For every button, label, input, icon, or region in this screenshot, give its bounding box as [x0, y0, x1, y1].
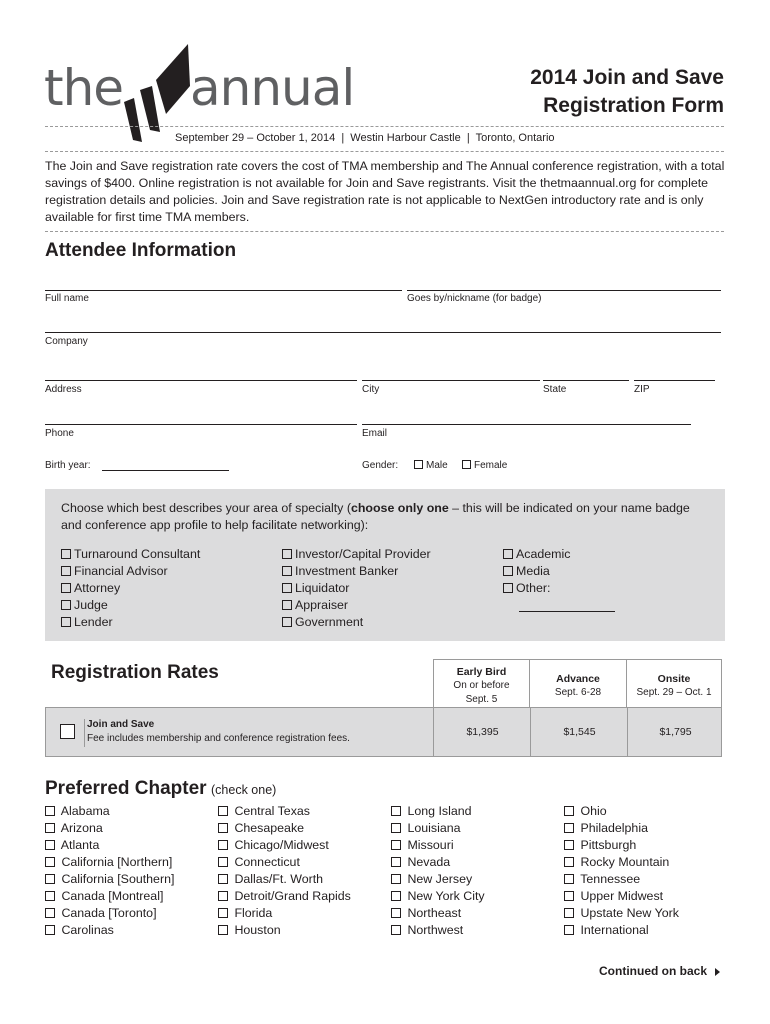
chapter-option[interactable] [218, 854, 351, 871]
divider [45, 151, 724, 152]
address-field[interactable] [45, 380, 357, 381]
chapter-option[interactable] [564, 871, 679, 888]
chapter-option[interactable] [45, 871, 174, 888]
attendee-heading: Attendee Information [45, 240, 237, 261]
join-and-save-row [45, 707, 722, 757]
checkbox-icon[interactable] [391, 857, 401, 867]
gender-female-option[interactable] [462, 460, 507, 471]
option-label: Academic [516, 547, 571, 561]
option-label: Upstate New York [580, 906, 679, 920]
checkbox-icon[interactable] [282, 549, 292, 559]
checkbox-icon[interactable] [218, 925, 228, 935]
intro-paragraph: The Join and Save registration rate covers the cost of TMA membership and The Annual conference registration, with a total savings of $400. Online registration is not available for Join and Save registrants. Visit the thetmaannual.org for complete registration details and policies. Join and Save registration rate is not applicable to NextGen introductory rate and is only available for first time TMA members. [45, 159, 725, 224]
specialty-option[interactable] [282, 597, 431, 614]
chapter-option[interactable] [45, 820, 174, 837]
checkbox-icon[interactable] [282, 617, 292, 627]
divider [45, 126, 724, 127]
chapter-option[interactable] [45, 922, 174, 939]
checkbox-icon[interactable] [564, 891, 574, 901]
checkbox-icon[interactable] [61, 617, 71, 627]
logo-text-the: the [44, 59, 124, 117]
specialty-option[interactable] [503, 563, 570, 580]
join-and-save-desc: Fee includes membership and conference registration fees. [87, 733, 350, 744]
option-label: Connecticut [234, 855, 300, 869]
chapter-subtitle: (check one) [211, 783, 277, 797]
chapter-option[interactable] [218, 905, 351, 922]
chapter-option[interactable] [564, 803, 679, 820]
specialty-option[interactable] [61, 580, 200, 597]
checkbox-icon[interactable] [503, 566, 513, 576]
checkbox-icon[interactable] [61, 549, 71, 559]
specialty-column-2 [282, 546, 431, 631]
early-bird-sub1: On or before [453, 680, 510, 691]
option-label: Philadelphia [580, 821, 648, 835]
option-label: Arizona [60, 821, 103, 835]
option-label: Financial Advisor [74, 564, 168, 578]
option-label: Pittsburgh [580, 838, 637, 852]
rates-heading: Registration Rates [51, 662, 219, 683]
logo-mark-icon [120, 42, 192, 142]
specialty-intro-bold: choose only one [350, 501, 449, 515]
onsite-price: $1,795 [627, 708, 723, 756]
chapter-option[interactable] [564, 854, 679, 871]
company-label: Company [45, 336, 88, 347]
checkbox-icon[interactable] [282, 583, 292, 593]
early-bird-price: $1,395 [433, 708, 531, 756]
specialty-panel [45, 489, 725, 641]
chapter-column-2 [218, 803, 351, 939]
checkbox-icon[interactable] [282, 566, 292, 576]
checkbox-icon[interactable] [391, 891, 401, 901]
zip-field[interactable] [634, 380, 715, 381]
checkbox-icon[interactable] [45, 840, 55, 850]
option-label: Central Texas [234, 804, 310, 818]
form-title-line2: Registration Form [543, 94, 724, 117]
specialty-column-3 [503, 546, 570, 597]
checkbox-icon[interactable] [391, 840, 401, 850]
advance-price: $1,545 [530, 708, 628, 756]
checkbox-icon[interactable] [462, 460, 471, 469]
checkbox-icon[interactable] [414, 460, 423, 469]
option-label: Florida [234, 906, 273, 920]
chapter-heading [45, 778, 276, 800]
checkbox-icon[interactable] [564, 874, 574, 884]
option-label: Liquidator [295, 581, 350, 595]
checkbox-icon[interactable] [391, 874, 401, 884]
option-label: Government [295, 615, 364, 629]
checkbox-icon[interactable] [218, 874, 228, 884]
chapter-option[interactable] [391, 837, 485, 854]
checkbox-icon[interactable] [391, 806, 401, 816]
specialty-option[interactable] [61, 597, 200, 614]
birth-year-label: Birth year: [45, 460, 91, 471]
specialty-column-1 [61, 546, 200, 631]
chapter-option[interactable] [391, 888, 485, 905]
checkbox-icon[interactable] [391, 925, 401, 935]
checkbox-icon[interactable] [45, 874, 55, 884]
chapter-option[interactable] [564, 905, 679, 922]
checkbox-icon[interactable] [564, 857, 574, 867]
specialty-option[interactable] [61, 546, 200, 563]
specialty-option[interactable] [282, 580, 431, 597]
chapter-column-1 [45, 803, 174, 939]
specialty-option[interactable] [61, 614, 200, 631]
chapter-option[interactable] [45, 837, 174, 854]
checkbox-icon[interactable] [218, 823, 228, 833]
state-field[interactable] [543, 380, 629, 381]
address-label: Address [45, 384, 82, 395]
zip-label: ZIP [634, 384, 650, 395]
checkbox-icon[interactable] [564, 908, 574, 918]
option-label: Judge [74, 598, 108, 612]
checkbox-icon[interactable] [503, 549, 513, 559]
male-label: Male [426, 460, 448, 471]
option-label: Turnaround Consultant [74, 547, 201, 561]
option-label: California [Southern] [61, 872, 175, 886]
option-label: Northwest [407, 923, 464, 937]
chapter-column-3 [391, 803, 485, 939]
logo-text-annual: annual [190, 59, 355, 117]
checkbox-icon[interactable] [391, 908, 401, 918]
checkbox-icon[interactable] [45, 823, 55, 833]
option-label: Canada [Toronto] [61, 906, 157, 920]
checkbox-icon[interactable] [218, 908, 228, 918]
option-label: Other: [516, 581, 551, 595]
option-label: Investment Banker [295, 564, 399, 578]
checkbox-icon[interactable] [218, 891, 228, 901]
checkbox-icon[interactable] [564, 840, 574, 850]
chapter-option[interactable] [218, 871, 351, 888]
checkbox-icon[interactable] [61, 583, 71, 593]
chapter-option[interactable] [45, 905, 174, 922]
chapter-option[interactable] [45, 888, 174, 905]
checkbox-icon[interactable] [45, 891, 55, 901]
chapter-column-4 [564, 803, 679, 939]
advance-header [529, 659, 627, 708]
checkbox-icon[interactable] [45, 925, 55, 935]
option-label: Houston [234, 923, 281, 937]
city-label: City [362, 384, 380, 395]
option-label: Tennessee [580, 872, 641, 886]
nickname-field[interactable] [407, 290, 721, 291]
option-label: Missouri [407, 838, 454, 852]
company-field[interactable] [45, 332, 721, 333]
phone-label: Phone [45, 428, 74, 439]
event-info: September 29 – October 1, 2014 | Westin Harbour Castle | Toronto, Ontario [175, 132, 555, 144]
specialty-option[interactable] [61, 563, 200, 580]
advance-title: Advance [556, 673, 600, 685]
chapter-option[interactable] [218, 837, 351, 854]
option-label: Media [516, 564, 550, 578]
checkbox-icon[interactable] [503, 583, 513, 593]
specialty-intro-text: Choose which best describes your area of specialty ( [61, 501, 351, 515]
option-label: Appraiser [295, 598, 349, 612]
chapter-option[interactable] [564, 922, 679, 939]
nickname-label: Goes by/nickname (for badge) [407, 293, 542, 304]
chapter-option[interactable] [564, 820, 679, 837]
chapter-title: Preferred Chapter [45, 778, 207, 799]
email-label: Email [362, 428, 388, 439]
full-name-label: Full name [45, 293, 89, 304]
option-label: Louisiana [407, 821, 461, 835]
city-field[interactable] [362, 380, 540, 381]
form-title [530, 64, 724, 120]
chapter-option[interactable] [45, 854, 174, 871]
chapter-option[interactable] [391, 820, 485, 837]
checkbox-icon[interactable] [564, 823, 574, 833]
specialty-option[interactable] [282, 614, 431, 631]
full-name-field[interactable] [45, 290, 402, 291]
option-label: New York City [407, 889, 485, 903]
chapter-option[interactable] [218, 803, 351, 820]
option-label: Canada [Montreal] [61, 889, 164, 903]
birth-year-field[interactable] [102, 470, 229, 471]
option-label: Carolinas [61, 923, 114, 937]
chapter-option[interactable] [218, 820, 351, 837]
advance-sub: Sept. 6-28 [554, 687, 602, 698]
option-label: Alabama [60, 804, 110, 818]
option-label: Dallas/Ft. Worth [234, 872, 324, 886]
option-label: Northeast [407, 906, 462, 920]
option-label: Rocky Mountain [580, 855, 670, 869]
checkbox-icon[interactable] [218, 857, 228, 867]
checkbox-icon[interactable] [45, 806, 55, 816]
option-label: International [580, 923, 649, 937]
chapter-option[interactable] [391, 922, 485, 939]
chapter-option[interactable] [45, 803, 174, 820]
phone-field[interactable] [45, 424, 357, 425]
specialty-option[interactable] [503, 580, 570, 597]
gender-male-option[interactable] [414, 460, 448, 471]
other-specialty-field[interactable] [519, 611, 615, 612]
gender-label: Gender: [362, 460, 399, 471]
form-title-line1: 2014 Join and Save [530, 66, 724, 89]
specialty-intro-text-2: – this will be indicated on your name badge and conference app profile to help facilitate networking): [61, 501, 690, 532]
option-label: Chesapeake [234, 821, 305, 835]
option-label: Nevada [407, 855, 451, 869]
chapter-option[interactable] [391, 871, 485, 888]
option-label: Investor/Capital Provider [295, 547, 431, 561]
checkbox-icon[interactable] [61, 600, 71, 610]
chapter-option[interactable] [564, 888, 679, 905]
chapter-option[interactable] [391, 905, 485, 922]
checkbox-icon[interactable] [61, 566, 71, 576]
female-label: Female [474, 460, 508, 471]
onsite-sub: Sept. 29 – Oct. 1 [636, 687, 712, 698]
onsite-title: Onsite [657, 673, 691, 685]
checkbox-icon[interactable] [45, 857, 55, 867]
option-label: Long Island [407, 804, 472, 818]
continued-on-back [599, 964, 720, 978]
checkbox-icon[interactable] [564, 925, 574, 935]
early-bird-title: Early Bird [456, 666, 507, 678]
checkbox-icon[interactable] [45, 908, 55, 918]
specialty-option[interactable] [503, 546, 570, 563]
chapter-option[interactable] [218, 888, 351, 905]
early-bird-sub2: Sept. 5 [465, 694, 498, 705]
option-label: Upper Midwest [580, 889, 664, 903]
checkbox-icon[interactable] [218, 840, 228, 850]
option-label: Atlanta [60, 838, 100, 852]
option-label: Ohio [580, 804, 607, 818]
onsite-header [626, 659, 722, 708]
option-label: California [Northern] [61, 855, 173, 869]
checkbox-icon[interactable] [218, 806, 228, 816]
checkbox-icon[interactable] [564, 806, 574, 816]
option-label: New Jersey [407, 872, 473, 886]
chapter-option[interactable] [391, 854, 485, 871]
checkbox-icon[interactable] [391, 823, 401, 833]
continued-label: Continued on back [599, 964, 707, 978]
early-bird-header [433, 659, 530, 708]
option-label: Lender [74, 615, 113, 629]
arrow-right-icon [715, 968, 720, 976]
divider [45, 231, 724, 232]
chapter-option[interactable] [564, 837, 679, 854]
chapter-option[interactable] [391, 803, 485, 820]
email-field[interactable] [362, 424, 691, 425]
join-and-save-title: Join and Save [87, 719, 155, 730]
state-label: State [543, 384, 567, 395]
checkbox-icon[interactable] [282, 600, 292, 610]
specialty-option[interactable] [282, 563, 431, 580]
option-label: Chicago/Midwest [234, 838, 329, 852]
option-label: Attorney [74, 581, 121, 595]
specialty-intro [61, 500, 711, 534]
specialty-option[interactable] [282, 546, 431, 563]
join-and-save-checkbox[interactable] [60, 724, 75, 739]
chapter-option[interactable] [218, 922, 351, 939]
option-label: Detroit/Grand Rapids [234, 889, 351, 903]
